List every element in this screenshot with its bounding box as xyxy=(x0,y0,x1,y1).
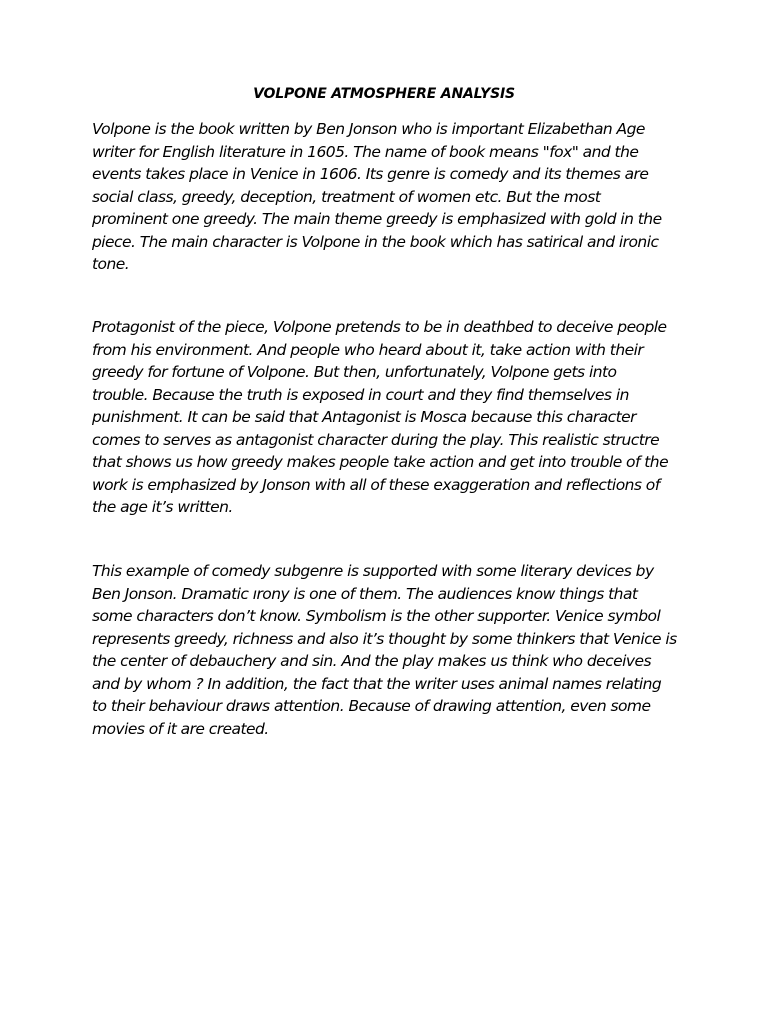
text-line: trouble. Because the truth is exposed in court and they find themselves in xyxy=(92,385,629,404)
text-line: work is emphasized by Jonson with all of these exaggeration and reflections of xyxy=(92,475,660,494)
text-line: greedy for fortune of Volpone. But then, unfortunately, Volpone gets into xyxy=(92,363,617,381)
text-line: from his environment. And people who heard about it, take action with their xyxy=(92,340,644,359)
text-line: piece. The main character is Volpone in the book which has satirical and ironic xyxy=(92,232,659,251)
text-line: the center of debauchery and sin. And the play makes us think who deceives xyxy=(92,652,651,670)
paragraph-3 xyxy=(92,560,682,740)
text-line: represents greedy, richness and also it’s thought by some thinkers that Venice is xyxy=(92,629,677,648)
text-line: and by whom ? In addition, the fact that the writer uses animal names relating xyxy=(92,674,662,693)
text-line: to their behaviour draws attention. Because of drawing attention, even some xyxy=(92,697,651,715)
text-line: writer for English literature in 1605. The name of book means "fox" and the xyxy=(92,142,639,161)
text-line: comes to serves as antagonist character during the play. This realistic structre xyxy=(92,430,660,449)
text-line: movies of it are created. xyxy=(92,719,269,738)
text-line: Protagonist of the piece, Volpone pretends to be in deathbed to deceive people xyxy=(92,318,667,336)
text-line: social class, greedy, deception, treatment of women etc. But the most xyxy=(92,187,601,206)
text-line: Volpone is the book written by Ben Jonson who is important Elizabethan Age xyxy=(92,120,645,138)
paragraph-1 xyxy=(92,118,682,276)
text-line: Ben Jonson. Dramatic ırony is one of them. The audiences know things that xyxy=(92,584,638,603)
text-line: prominent one greedy. The main theme greedy is emphasized with gold in the xyxy=(92,210,662,228)
paragraph-2 xyxy=(92,316,682,519)
text-line: punishment. It can be said that Antagonist is Mosca because this character xyxy=(92,408,636,426)
text-line: some characters don’t know. Symbolism is the other supporter. Venice symbol xyxy=(92,607,661,625)
text-line: the age it’s written. xyxy=(92,498,233,516)
document-title: VOLPONE ATMOSPHERE ANALYSIS xyxy=(253,86,515,102)
text-line: This example of comedy subgenre is supported with some literary devices by xyxy=(92,562,654,580)
text-line: tone. xyxy=(92,255,130,273)
text-line: events takes place in Venice in 1606. Its genre is comedy and its themes are xyxy=(92,165,649,183)
text-line: that shows us how greedy makes people take action and get into trouble of the xyxy=(92,453,669,471)
